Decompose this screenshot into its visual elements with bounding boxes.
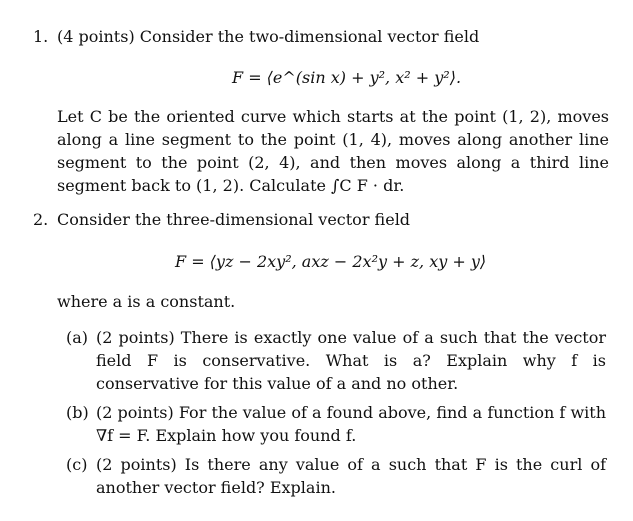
part-c-label: (c): [66, 455, 88, 474]
problem-2-number: 2.: [33, 210, 49, 229]
problem-2-heading: Consider the three-dimensional vector field: [57, 210, 411, 229]
problem-1-formula: F = ⟨e^(sin x) + y², x² + y²⟩.: [232, 68, 462, 87]
part-b-label: (b): [66, 403, 89, 422]
part-b-text: (2 points) For the value of a found above, find a function f with ∇f = F. Explain how you found f.: [96, 403, 606, 445]
part-a-text: (2 points) There is exactly one value of a such that the vector field F is conservative. What is a? Explain why f is conservative for this value of a and no other.: [96, 328, 606, 393]
part-c-text: (2 points) Is there any value of a such that F is the curl of another vector field? Explain.: [96, 455, 606, 497]
problem-1-body: Let C be the oriented curve which starts at the point (1, 2), moves along a line segment to the point (1, 4), moves along another line segment to the point (2, 4), and then moves along a third line segment back to (1, 2). Calculate ∫C F · dr.: [57, 107, 609, 195]
problem-1-heading: (4 points) Consider the two-dimensional vector field: [57, 27, 480, 46]
problem-2-note: where a is a constant.: [57, 292, 236, 311]
problem-1-number: 1.: [33, 27, 49, 46]
part-a-label: (a): [66, 328, 89, 347]
problem-2-formula: F = ⟨yz − 2xy², axz − 2x²y + z, xy + y⟩: [175, 252, 487, 271]
